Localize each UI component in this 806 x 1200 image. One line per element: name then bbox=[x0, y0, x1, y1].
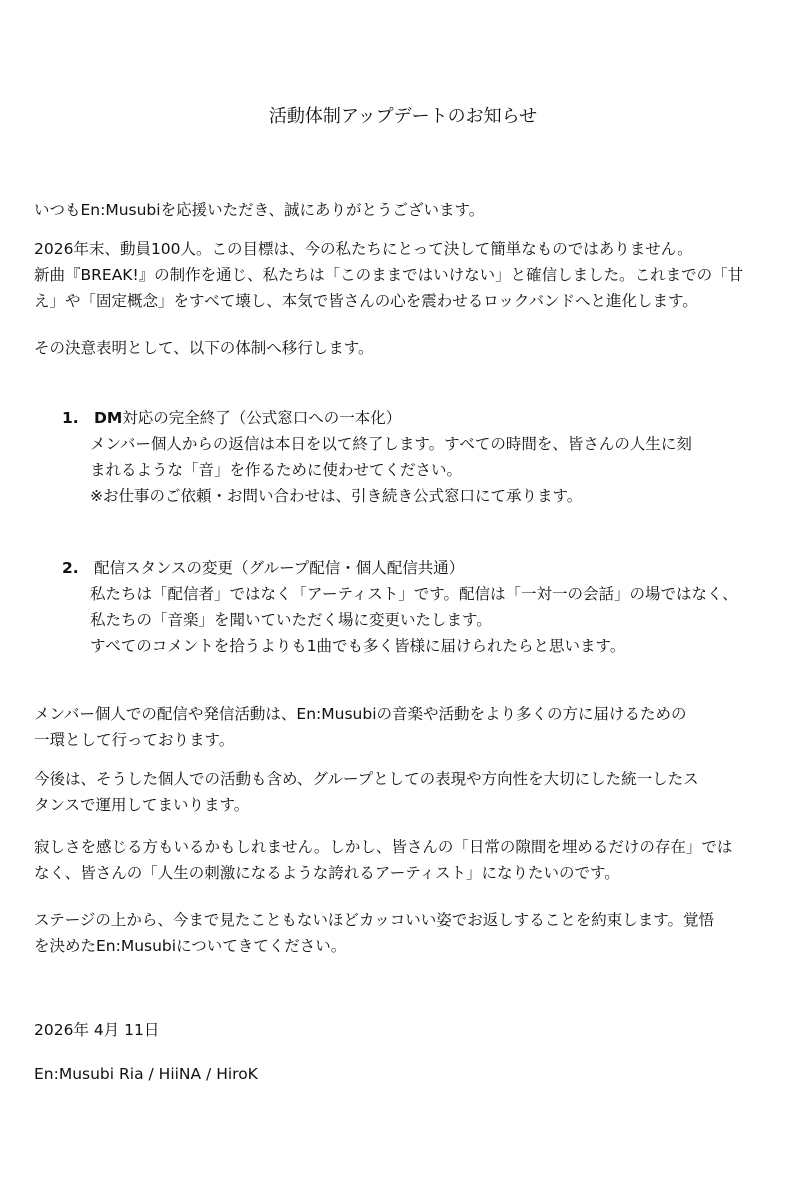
list-item-line: ※お仕事のご依頼・お問い合わせは、引き続き公式窓口にて承ります。 bbox=[90, 487, 583, 505]
list-item-body bbox=[62, 431, 762, 509]
document-date: 2026年 4月 11日 bbox=[34, 1021, 160, 1039]
goal-line: 新曲『BREAK!』の制作を通じ、私たちは「このままではいけない」と確信しました。これまでの「甘 bbox=[34, 266, 744, 284]
body-line: 一環として行っております。 bbox=[34, 731, 235, 749]
document-title: 活動体制アップデートのお知らせ bbox=[268, 106, 538, 127]
list-item-heading-bold: DM bbox=[94, 409, 123, 427]
list-item-line: 私たちは「配信者」ではなく「アーティスト」です。配信は「一対一の会話」の場ではなく、 bbox=[90, 585, 738, 603]
list-item-number: 1. bbox=[62, 409, 79, 427]
list-item-line: メンバー個人からの返信は本日を以て終了します。すべての時間を、皆さんの人生に刻 bbox=[90, 435, 692, 453]
list-item-line: すべてのコメントを拾うよりも1曲でも多く皆様に届けられたらと思います。 bbox=[90, 637, 626, 655]
list-item-heading bbox=[62, 555, 762, 581]
list-item-dm bbox=[62, 405, 762, 509]
list-item-heading-text: 配信スタンスの変更（グループ配信・個人配信共通） bbox=[94, 559, 465, 577]
body-line: なく、皆さんの「人生の刺激になるような誇れるアーティスト」になりたいのです。 bbox=[34, 864, 620, 882]
body-line: メンバー個人での配信や発信活動は、En:Musubiの音楽や活動をより多くの方に届けるための bbox=[34, 705, 687, 723]
body-line: 寂しさを感じる方もいるかもしれません。しかし、皆さんの「日常の隙間を埋めるだけの存在」では bbox=[34, 838, 733, 856]
list-item-line: まれるような「音」を作るために使わせてください。 bbox=[90, 461, 463, 479]
list-item-number: 2. bbox=[62, 559, 79, 577]
body-line: タンスで運用してまいります。 bbox=[34, 796, 250, 814]
body-paragraph bbox=[34, 907, 774, 959]
body-line: を決めたEn:Musubiについてきてください。 bbox=[34, 937, 347, 955]
list-item-heading bbox=[62, 405, 762, 431]
transition-paragraph: その決意表明として、以下の体制へ移行します。 bbox=[34, 339, 374, 357]
body-paragraph bbox=[34, 701, 774, 753]
list-item-heading-text: 対応の完全終了（公式窓口への一本化） bbox=[122, 409, 402, 427]
body-line: 今後は、そうした個人での活動も含め、グループとしての表現や方向性を大切にした統一したス bbox=[34, 770, 699, 788]
signature: En:Musubi Ria / HiiNA / HiroK bbox=[34, 1065, 258, 1083]
body-paragraph bbox=[34, 766, 774, 818]
intro-paragraph: いつもEn:Musubiを応援いただき、誠にありがとうございます。 bbox=[34, 201, 485, 219]
list-item-streaming bbox=[62, 555, 762, 659]
list-item-body bbox=[62, 581, 762, 659]
goal-line: 2026年末、動員100人。この目標は、今の私たちにとって決して簡単なものではありません。 bbox=[34, 240, 693, 258]
goal-line: え」や「固定概念」をすべて壊し、本気で皆さんの心を震わせるロックバンドへと進化します。 bbox=[34, 292, 698, 310]
list-item-line: 私たちの「音楽」を聞いていただく場に変更いたします。 bbox=[90, 611, 492, 629]
goal-paragraph bbox=[34, 236, 774, 314]
body-line: ステージの上から、今まで見たこともないほどカッコいい姿でお返しすることを約束します。覚悟 bbox=[34, 911, 714, 929]
body-paragraph bbox=[34, 834, 774, 886]
